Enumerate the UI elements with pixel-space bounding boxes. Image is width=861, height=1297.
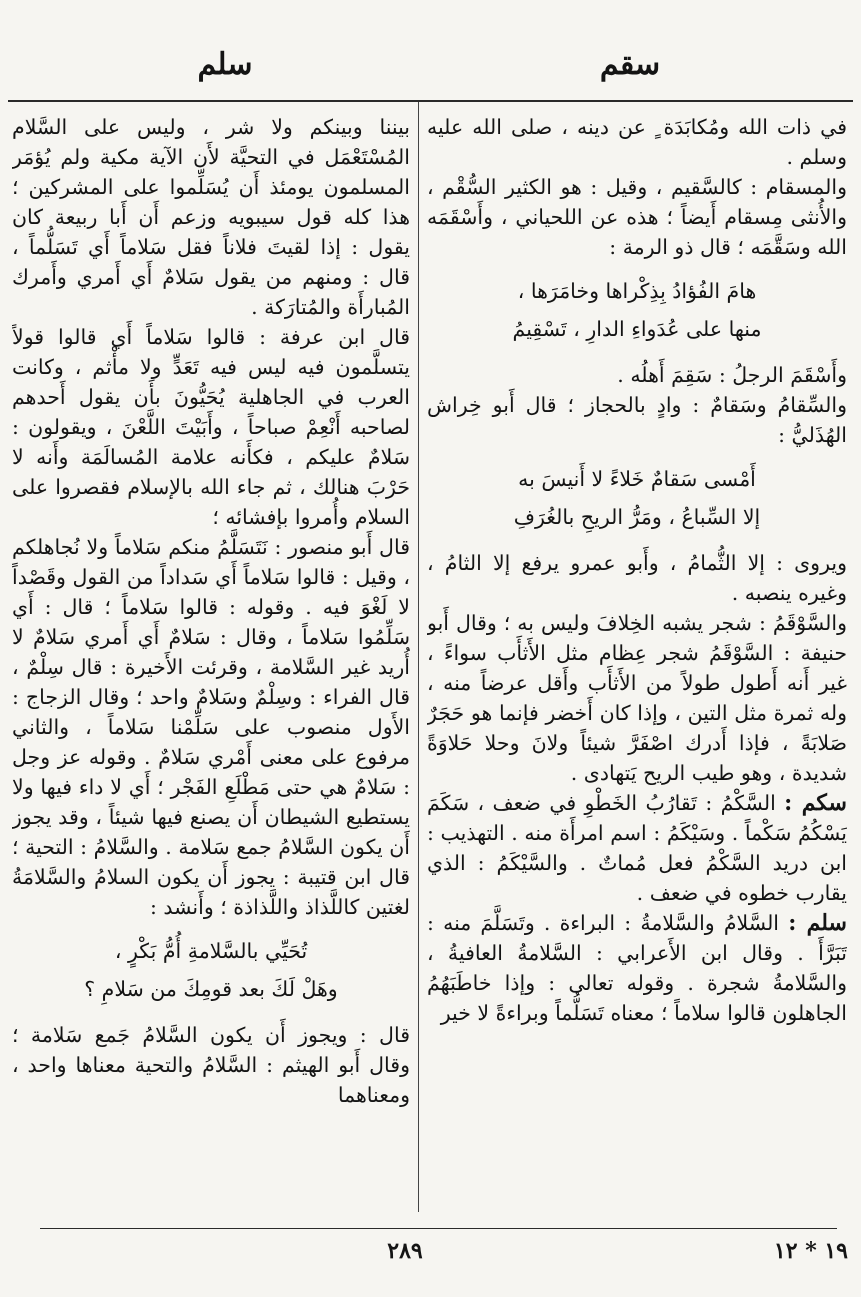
- footer-rule: [40, 1228, 837, 1229]
- entry-headword: سكم :: [784, 790, 847, 816]
- entry-headword: سلم :: [788, 910, 847, 936]
- verse-line: تُحَيِّي بالسَّلامةِ أُمُّ بَكْرٍ ،: [114, 939, 308, 963]
- verse-quote: [12, 932, 410, 1008]
- entry-salam: [427, 908, 847, 1028]
- verse-line: هامَ الفُؤادُ بِذِكْراها وخامَرَها ،: [517, 279, 757, 303]
- paragraph: قال أَبو منصور : نَتَسَلَّمُ منكم سَلاماً ولا نُجاهلكم ، وقيل : قالوا سَلاماً أَي سَداداً من القول وقَصْداً لا لَغْوَ فيه . وقوله : قالوا سَلاماً ؛ قال : أَي سَلِّمُوا سَلاماً ، وقال : سَلامٌ أَي أَمري سَلامٌ لا أُريد غير السَّلامة ، وقرئت الأَخيرة : قال سِلْمٌ ، قال الفراء : وسِلْمٌ وسَلامٌ واحد ؛ وقال الزجاج : الأَول منصوب على سَلِّمْنا سَلاماً ، والثاني مرفوع على معنى أَمْري سَلامٌ . وقوله عز وجل : سَلامٌ هي حتى مَطْلَعِ الفَجْر ؛ أَي لا داء فيها ولا يستطيع الشيطان أَن يصنع فيها شيئاً ، وقد يجوز أَن يكون السَّلامُ جمع سَلامة . والسَّلامُ : التحية ؛ قال ابن قتيبة : يجوز أَن يكون السلامُ والسَّلامَةُ لغتين كاللَّذاذ واللَّذاذة ؛ وأَنشد :: [12, 535, 410, 919]
- verse-line: إلا السِّباعُ ، ومَرُّ الريحِ بالغُرَفِ: [513, 505, 761, 529]
- verse-quote: [427, 460, 847, 536]
- entry-sakam: [427, 788, 847, 908]
- running-head-right: سقم: [599, 47, 661, 82]
- paragraph: والسِّقامُ وسَقامٌ : وادٍ بالحجاز ؛ قال أَبو خِراش الهُذَليُّ :: [427, 393, 847, 447]
- verse-line: أَمْسى سَقامٌ خَلاءً لا أَنيسَ به: [518, 467, 756, 491]
- left-column: [12, 112, 410, 1212]
- signature-mark: ١٩ * ١٢: [773, 1238, 848, 1264]
- paragraph: قال : ويجوز أَن يكون السَّلامُ جَمع سَلامة ؛ وقال أَبو الهيثم : السَّلامُ والتحية معناها واحد ، ومعناهما: [12, 1023, 410, 1107]
- paragraph: ويروى : إلا الثُّمامُ ، وأَبو عمرو يرفع إلا الثامُ ، وغيره ينصبه .: [427, 551, 847, 605]
- paragraph: في ذات الله ومُكابَدَة ٍ عن دينه ، صلى الله عليه وسلم .: [427, 115, 847, 169]
- paragraph: والمسقام : كالسَّقيم ، وقيل : هو الكثير السُّقْم ، والأُنثى مِسقام أَيضاً ؛ هذه عن اللحياني ، وأَسْقَمَه الله وسَقَّمَه ؛ قال ذو الرمة :: [427, 175, 847, 259]
- right-column: [427, 112, 847, 1212]
- entry-text: السَّلامُ والسَّلامةُ : البراءة . وتَسَلَّمَ منه : تَبَرَّأَ . وقال ابن الأَعرابي : السَّلامةُ العافيةُ ، والسَّلامةُ شجرة . وقوله تعالى : وإذا خاطَبَهُمُ الجاهلون قالوا سلاماً ؛ معناه تَسَلُّماً وبراءةً لا خير: [427, 911, 847, 1025]
- paragraph: بيننا وبينكم ولا شر ، وليس على السَّلام المُسْتَعْمَل في التحيَّة لأَن الآية مكية ولم يُؤمَر المسلمون يومئذ أَن يُسَلِّموا على المشركين ؛ هذا كله قول سيبويه وزعم أَن أَبا ربيعة كان يقول : إذا لقيتَ فلاناً فقل سَلاماً أَي تَسَلُّماً ، قال : ومنهم من يقول سَلامٌ أَي أَمري وأَمرك المُبارأَة والمُتارَكة .: [12, 115, 410, 319]
- header-rule: [8, 100, 853, 102]
- verse-line: وهَلْ لَكَ بعد قومِكَ من سَلامِ ؟: [84, 977, 338, 1001]
- page-number: ٢٨٩: [387, 1238, 423, 1264]
- verse-line: منها على عُدَواءِ الدارِ ، تَسْقِيمُ: [512, 317, 762, 341]
- paragraph: وأَسْقَمَ الرجلُ : سَقِمَ أَهلُه .: [617, 363, 847, 387]
- running-head-left: سلم: [197, 47, 253, 82]
- paragraph: والسَّوْقَمُ : شجر يشبه الخِلافَ وليس به ؛ وقال أَبو حنيفة : السَّوْقَمُ شجر عِظام مثل الأَثأَب سواءً ، غير أَنه أَطول طولاً من الأَثأَب وأَقل عرضاً منه ، وله ثمرة مثل التين ، وإذا كان أَخضر فإنما هو حَجَرٌ صَلابَةً ، فإذا أَدرك اصْفَرَّ شيئاً ولانَ وحلا حَلاوَةً شديدة ، وهو طيب الريح يَتهادى .: [427, 611, 847, 785]
- verse-quote: [427, 272, 847, 348]
- entry-text: السَّكْمُ : تَقارُبُ الخَطْوِ في ضعف ، سَكَمَ يَسْكُمُ سَكْماً . وسَيْكَمُ : اسم امرأَة منه . التهذيب : ابن دريد السَّكْمُ فعل مُماتٌ . والسَّيْكَمُ : الذي يقارب خطوه في ضعف .: [427, 791, 847, 905]
- column-divider: [418, 102, 419, 1212]
- paragraph: قال ابن عرفة : قالوا سَلاماً أَي قالوا قولاً يتسلَّمون فيه ليس فيه تَعَدٍّ ولا مأْثم ، وكانت العرب في الجاهلية يُحَيُّونَ بأَن يقول أَحدهم لصاحبه أَنْعِمْ صباحاً ، وأَبَيْتَ اللَّعْنَ ، ويقولون : سَلامٌ عليكم ، فكأَنه علامة المُسالَمَة وأَنه لا حَرْبَ هنالك ، ثم جاء الله بالإسلام فقصروا على السلام وأُمروا بإفشائه ؛: [12, 325, 410, 529]
